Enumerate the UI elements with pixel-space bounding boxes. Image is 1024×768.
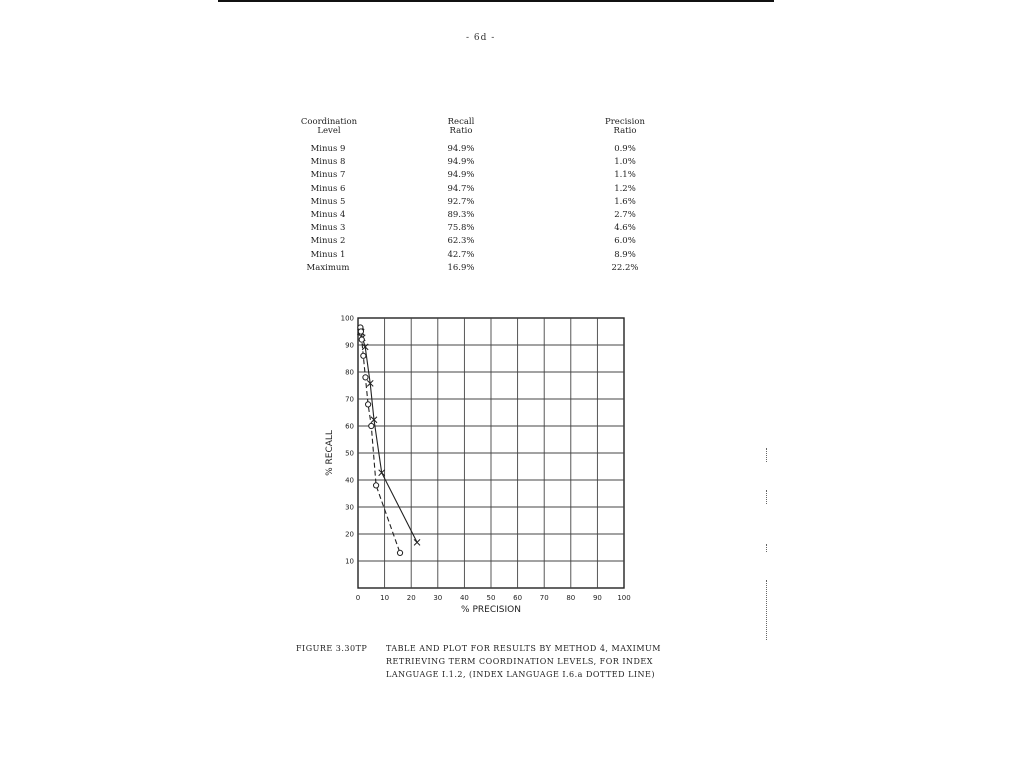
header-recall-ratio: Recall Ratio (447, 117, 475, 136)
y-tick-label: 80 (345, 368, 354, 377)
level-cell: Minus 9 (310, 144, 346, 154)
series-line-1 (360, 327, 400, 553)
level-cell: Maximum (306, 262, 350, 273)
level-cell: Minus 2 (310, 236, 346, 247)
x-tick-label: 10 (380, 594, 390, 602)
precision-cell: 8.9% (614, 249, 636, 260)
table-row (290, 224, 690, 237)
y-tick-label: 70 (345, 395, 354, 404)
data-point-circle-marker (359, 337, 364, 342)
x-tick-label: 100 (617, 594, 631, 602)
y-axis-label: % RECALL (325, 430, 335, 476)
y-tick-label: 10 (345, 557, 354, 566)
recall-cell: 75.8% (447, 223, 475, 234)
x-axis-label: % PRECISION (461, 605, 521, 615)
table-row (290, 145, 690, 158)
table-row (290, 211, 690, 224)
recall-cell: 94.7% (447, 183, 475, 194)
margin-mark (766, 544, 768, 552)
precision-cell: 0.9% (614, 144, 636, 154)
recall-cell: 92.7% (447, 196, 475, 207)
recall-precision-chart (320, 308, 640, 615)
level-cell: Minus 1 (310, 249, 346, 260)
table-row (290, 251, 690, 264)
x-tick-label: 70 (539, 594, 549, 602)
x-tick-label: 0 (355, 594, 361, 602)
x-tick-label: 40 (459, 594, 469, 602)
x-tick-label: 90 (592, 594, 602, 602)
precision-cell: 4.6% (614, 223, 636, 234)
y-tick-label: 20 (345, 530, 354, 539)
recall-cell: 94.9% (447, 170, 475, 181)
data-point-x-marker (414, 539, 420, 545)
data-point-circle-marker (358, 329, 363, 334)
recall-cell: 16.9% (447, 262, 475, 273)
level-cell: Minus 7 (310, 170, 346, 181)
data-point-circle-marker (361, 353, 366, 358)
caption-text: TABLE AND PLOT FOR RESULTS BY METHOD 4, MAXIMUM RETRIEVING TERM COORDINATION LEVELS, FOR INDEX LANGUAGE I.1.2, (INDEX LANGUAGE I.6.a DOTTED LINE) (386, 644, 661, 679)
precision-cell: 1.6% (614, 196, 636, 207)
recall-cell: 94.9% (447, 157, 475, 168)
margin-mark (766, 490, 768, 504)
table-row (290, 237, 690, 250)
table-row (290, 185, 690, 198)
precision-cell: 1.1% (614, 170, 636, 181)
precision-cell: 1.0% (614, 157, 636, 168)
data-point-circle-marker (369, 423, 374, 428)
precision-cell: 22.2% (611, 262, 639, 273)
y-tick-label: 50 (345, 449, 354, 458)
level-cell: Minus 8 (310, 157, 346, 168)
recall-cell: 94.9% (447, 144, 475, 154)
y-tick-label: 40 (345, 476, 354, 485)
data-point-circle-marker (366, 402, 371, 407)
y-tick-label: 90 (345, 341, 354, 350)
level-cell: Minus 6 (310, 183, 346, 194)
precision-cell: 1.2% (614, 183, 636, 194)
header-precision-ratio: Precision Ratio (605, 117, 645, 136)
recall-cell: 89.3% (447, 210, 475, 220)
x-tick-label: 30 (433, 594, 443, 602)
data-point-circle-marker (363, 375, 368, 380)
precision-cell: 6.0% (614, 236, 636, 247)
margin-mark (766, 448, 768, 462)
x-tick-label: 80 (566, 594, 576, 602)
y-tick-label: 60 (345, 422, 354, 431)
x-tick-label: 50 (486, 594, 496, 602)
table-row (290, 198, 690, 211)
x-tick-label: 60 (513, 594, 523, 602)
precision-cell: 2.7% (614, 210, 636, 220)
series-line-0 (360, 332, 417, 543)
margin-mark (766, 580, 768, 640)
header-coordination-level: Coordination Level (300, 117, 358, 136)
data-point-circle-marker (397, 550, 402, 555)
y-tick-label: 30 (345, 503, 354, 512)
level-cell: Minus 5 (310, 196, 346, 207)
y-tick-label: 100 (340, 314, 354, 323)
data-point-circle-marker (373, 483, 378, 488)
level-cell: Minus 4 (310, 210, 346, 220)
level-cell: Minus 3 (310, 223, 346, 234)
x-tick-label: 20 (406, 594, 416, 602)
caption-label: FIGURE 3.30TP (296, 644, 368, 653)
recall-cell: 62.3% (447, 236, 475, 247)
recall-cell: 42.7% (447, 249, 475, 260)
top-rule (218, 0, 774, 2)
table-row (290, 158, 690, 171)
table-row (290, 171, 690, 184)
page-number: - 6d - (466, 33, 496, 43)
table-row (290, 264, 690, 277)
